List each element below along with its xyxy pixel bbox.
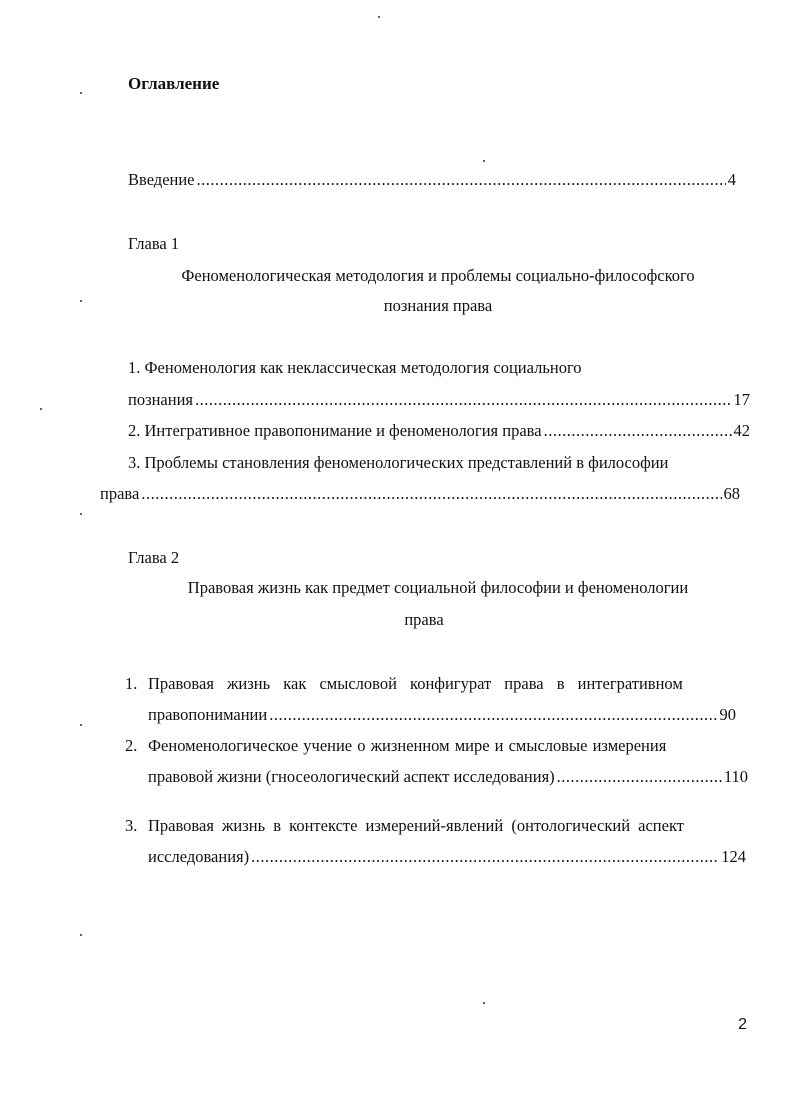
toc-entry-2-1[interactable] [148, 705, 736, 725]
scan-speck [483, 1002, 485, 1004]
scan-speck [80, 934, 82, 936]
dot-leader [269, 705, 717, 725]
scan-speck [378, 16, 380, 18]
dot-leader [251, 847, 719, 867]
toc-entry-2-3-line1[interactable]: Правовая жизнь в контексте измерений-явлений (онтологический аспект [148, 816, 684, 835]
dot-leader [544, 421, 732, 441]
chapter-1-heading: Глава 1 [128, 234, 180, 253]
toc-entry-text: Правовая жизнь как смысловой конфигурат права в интегративном [148, 674, 683, 693]
toc-title: Оглавление [128, 74, 220, 93]
scan-speck [80, 724, 82, 726]
scan-speck [80, 92, 82, 94]
scan-speck [40, 408, 42, 410]
dot-leader [195, 390, 731, 410]
chapter-2-title-line1: Правовая жизнь как предмет социальной философии и феноменологии [187, 578, 689, 597]
toc-entry-label: Введение [128, 170, 195, 189]
scan-speck [80, 513, 82, 515]
chapter-2-title-line2: права [404, 610, 444, 629]
toc-entry-2-2[interactable] [148, 767, 748, 787]
toc-entry-1-1-line1[interactable]: 1. Феноменология как неклассическая методология социального [128, 358, 582, 377]
toc-entry-label: правовой жизни (гносеологический аспект исследования) [148, 767, 555, 786]
chapter-2-heading: Глава 2 [128, 548, 180, 567]
toc-entry-label: права [100, 484, 140, 503]
chapter-1-title-line1: Феноменологическая методология и проблемы социально-философского [181, 266, 695, 285]
toc-entry-2-3[interactable] [148, 847, 746, 867]
chapter-1-title-line2: познания права [383, 296, 493, 315]
toc-entry-2-3-number: 3. [125, 816, 138, 835]
toc-entry-1-2[interactable] [128, 421, 750, 441]
toc-entry-intro[interactable] [128, 170, 736, 190]
dot-leader [197, 170, 726, 190]
toc-page-number: 110 [723, 767, 748, 786]
toc-entry-2-2-line1[interactable]: Феноменологическое учение о жизненном мире и смысловые измерения [148, 736, 667, 755]
scan-speck [483, 160, 485, 162]
toc-page-number: 68 [723, 484, 740, 503]
toc-entry-label: правопонимании [148, 705, 268, 724]
toc-entry-label: 2. Интегративное правопонимание и феноменология права [128, 421, 542, 440]
toc-entry-1-3[interactable] [100, 484, 740, 504]
toc-page-number: 124 [721, 847, 746, 866]
toc-entry-label: познания [128, 390, 194, 409]
dot-leader [557, 767, 722, 787]
dot-leader [141, 484, 721, 504]
toc-entry-label: исследования) [148, 847, 250, 866]
toc-page-number: 42 [733, 421, 750, 440]
scan-speck [80, 300, 82, 302]
toc-page-number: 4 [727, 170, 736, 189]
toc-entry-2-1-line1[interactable] [148, 674, 750, 694]
toc-page-number: 17 [733, 390, 750, 409]
toc-entry-2-1-number: 1. [125, 674, 138, 693]
toc-entry-1-1[interactable] [128, 390, 750, 410]
page-number: 2 [738, 1016, 747, 1033]
toc-entry-2-2-number: 2. [125, 736, 138, 755]
toc-entry-1-3-line1[interactable]: 3. Проблемы становления феноменологических представлений в философии [128, 453, 669, 472]
toc-page-number: 90 [719, 705, 736, 724]
